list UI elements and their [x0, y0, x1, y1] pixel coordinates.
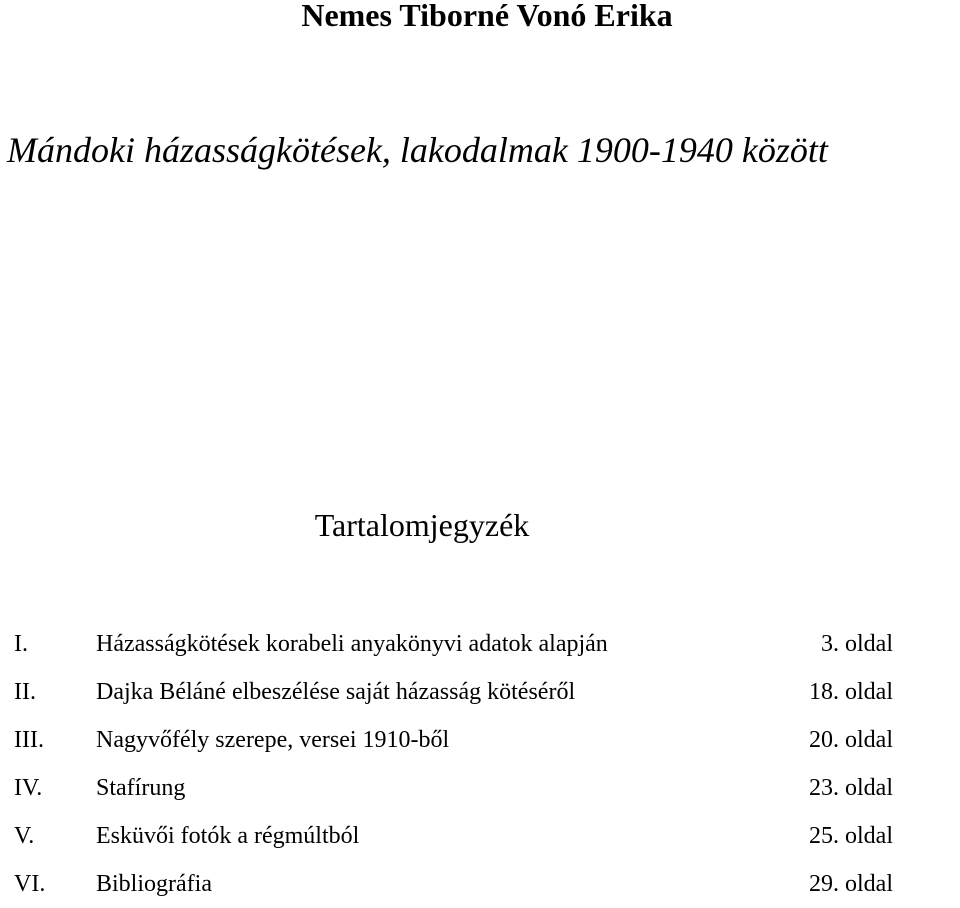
toc-heading: Tartalomjegyzék [314, 507, 530, 543]
table-of-contents [0, 620, 960, 908]
toc-item-page: 3. oldal [821, 631, 893, 657]
toc-item-title: Nagyvőfély szerepe, versei 1910-ből [96, 727, 450, 753]
toc-item-title: Dajka Béláné elbeszélése saját házasság kötéséről [96, 679, 576, 705]
toc-item-number: VI. [14, 871, 46, 897]
toc-item [0, 812, 960, 860]
toc-item-title: Házasságkötések korabeli anyakönyvi adatok alapján [96, 631, 608, 657]
toc-item-title: Esküvői fotók a régmúltból [96, 823, 360, 849]
toc-item-title: Stafírung [96, 775, 186, 801]
toc-item [0, 668, 960, 716]
toc-item-page: 20. oldal [809, 727, 893, 753]
toc-item-number: IV. [14, 775, 43, 801]
toc-item-page: 29. oldal [809, 871, 893, 897]
toc-item-number: I. [14, 631, 28, 657]
toc-item-page: 23. oldal [809, 775, 893, 801]
toc-item-page: 25. oldal [809, 823, 893, 849]
toc-item [0, 716, 960, 764]
toc-item [0, 764, 960, 812]
toc-item [0, 620, 960, 668]
toc-item-page: 18. oldal [809, 679, 893, 705]
toc-item-number: V. [14, 823, 35, 849]
toc-item-number: III. [14, 727, 44, 753]
author-name: Nemes Tiborné Vonó Erika [301, 0, 673, 33]
toc-item-title: Bibliográfia [96, 871, 212, 897]
toc-item-number: II. [14, 679, 36, 705]
document-title: Mándoki házasságkötések, lakodalmak 1900-1940 között [7, 130, 828, 170]
toc-item [0, 860, 960, 908]
